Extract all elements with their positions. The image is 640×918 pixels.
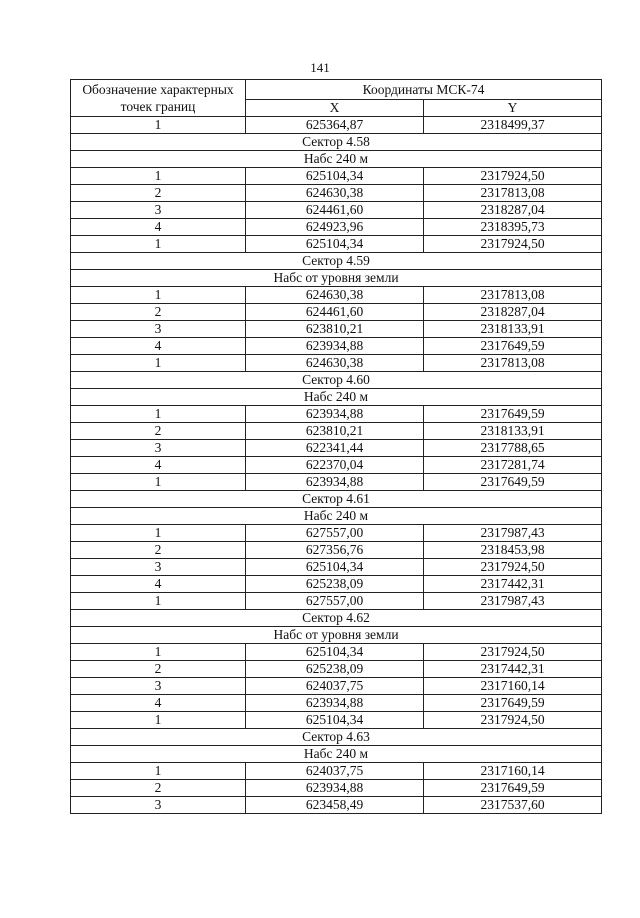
table-row — [71, 644, 602, 661]
height-level-row — [71, 151, 602, 168]
height-level-row — [71, 627, 602, 644]
x-coordinate-cell: 623934,88 — [246, 695, 424, 712]
sector-title: Сектор 4.58 — [71, 134, 602, 151]
x-coordinate-cell: 623810,21 — [246, 423, 424, 440]
point-number-cell: 1 — [71, 763, 246, 780]
header-y: Y — [424, 100, 602, 117]
point-number-cell: 1 — [71, 474, 246, 491]
x-coordinate-cell: 625364,87 — [246, 117, 424, 134]
y-coordinate-cell: 2317924,50 — [424, 236, 602, 253]
table-row — [71, 440, 602, 457]
y-coordinate-cell: 2318287,04 — [424, 202, 602, 219]
point-number-cell: 3 — [71, 202, 246, 219]
table-row — [71, 304, 602, 321]
x-coordinate-cell: 623810,21 — [246, 321, 424, 338]
point-number-cell: 1 — [71, 355, 246, 372]
x-coordinate-cell: 623934,88 — [246, 338, 424, 355]
height-level-label: Набс 240 м — [71, 151, 602, 168]
x-coordinate-cell: 625238,09 — [246, 576, 424, 593]
sector-header-row — [71, 610, 602, 627]
table-body — [71, 117, 602, 814]
table-row — [71, 423, 602, 440]
y-coordinate-cell: 2317813,08 — [424, 287, 602, 304]
table-row — [71, 695, 602, 712]
table-row — [71, 542, 602, 559]
table-row — [71, 474, 602, 491]
height-level-row — [71, 389, 602, 406]
table-row — [71, 117, 602, 134]
height-level-row — [71, 508, 602, 525]
x-coordinate-cell: 624630,38 — [246, 287, 424, 304]
y-coordinate-cell: 2317649,59 — [424, 780, 602, 797]
height-level-label: Набс 240 м — [71, 746, 602, 763]
y-coordinate-cell: 2317924,50 — [424, 168, 602, 185]
y-coordinate-cell: 2318287,04 — [424, 304, 602, 321]
y-coordinate-cell: 2317788,65 — [424, 440, 602, 457]
x-coordinate-cell: 624461,60 — [246, 202, 424, 219]
sector-title: Сектор 4.62 — [71, 610, 602, 627]
x-coordinate-cell: 623934,88 — [246, 780, 424, 797]
y-coordinate-cell: 2318499,37 — [424, 117, 602, 134]
point-number-cell: 2 — [71, 423, 246, 440]
x-coordinate-cell: 625104,34 — [246, 712, 424, 729]
table-row — [71, 406, 602, 423]
x-coordinate-cell: 625104,34 — [246, 168, 424, 185]
x-coordinate-cell: 623934,88 — [246, 406, 424, 423]
x-coordinate-cell: 624923,96 — [246, 219, 424, 236]
header-point-designation: Обозначение характерных точек границ — [71, 80, 246, 117]
y-coordinate-cell: 2317442,31 — [424, 576, 602, 593]
y-coordinate-cell: 2317924,50 — [424, 712, 602, 729]
x-coordinate-cell: 624037,75 — [246, 678, 424, 695]
y-coordinate-cell: 2317649,59 — [424, 695, 602, 712]
point-number-cell: 1 — [71, 287, 246, 304]
y-coordinate-cell: 2318395,73 — [424, 219, 602, 236]
x-coordinate-cell: 625104,34 — [246, 644, 424, 661]
header-coordinates-group: Координаты МСК-74 — [246, 80, 602, 100]
point-number-cell: 2 — [71, 542, 246, 559]
sector-header-row — [71, 253, 602, 270]
sector-header-row — [71, 491, 602, 508]
point-number-cell: 4 — [71, 576, 246, 593]
x-coordinate-cell: 624630,38 — [246, 185, 424, 202]
point-number-cell: 3 — [71, 678, 246, 695]
table-row — [71, 457, 602, 474]
y-coordinate-cell: 2317813,08 — [424, 185, 602, 202]
x-coordinate-cell: 622370,04 — [246, 457, 424, 474]
table-row — [71, 236, 602, 253]
sector-title: Сектор 4.61 — [71, 491, 602, 508]
point-number-cell: 4 — [71, 338, 246, 355]
y-coordinate-cell: 2317987,43 — [424, 593, 602, 610]
x-coordinate-cell: 623458,49 — [246, 797, 424, 814]
point-number-cell: 3 — [71, 559, 246, 576]
sector-title: Сектор 4.59 — [71, 253, 602, 270]
point-number-cell: 1 — [71, 406, 246, 423]
sector-header-row — [71, 134, 602, 151]
point-number-cell: 1 — [71, 236, 246, 253]
y-coordinate-cell: 2318133,91 — [424, 423, 602, 440]
page-number: 141 — [310, 60, 330, 75]
x-coordinate-cell: 624461,60 — [246, 304, 424, 321]
y-coordinate-cell: 2317649,59 — [424, 338, 602, 355]
point-number-cell: 3 — [71, 797, 246, 814]
sector-header-row — [71, 372, 602, 389]
point-number-cell: 1 — [71, 117, 246, 134]
x-coordinate-cell: 627557,00 — [246, 593, 424, 610]
sector-header-row — [71, 729, 602, 746]
table-row — [71, 338, 602, 355]
point-number-cell: 1 — [71, 168, 246, 185]
point-number-cell: 1 — [71, 525, 246, 542]
x-coordinate-cell: 627557,00 — [246, 525, 424, 542]
sector-title: Сектор 4.60 — [71, 372, 602, 389]
table-row — [71, 661, 602, 678]
y-coordinate-cell: 2317160,14 — [424, 678, 602, 695]
height-level-label: Набс от уровня земли — [71, 270, 602, 287]
point-number-cell: 2 — [71, 780, 246, 797]
point-number-cell: 1 — [71, 712, 246, 729]
point-number-cell: 2 — [71, 661, 246, 678]
y-coordinate-cell: 2317281,74 — [424, 457, 602, 474]
table-row — [71, 355, 602, 372]
height-level-label: Набс от уровня земли — [71, 627, 602, 644]
point-number-cell: 1 — [71, 593, 246, 610]
table-row — [71, 559, 602, 576]
x-coordinate-cell: 625104,34 — [246, 559, 424, 576]
y-coordinate-cell: 2317537,60 — [424, 797, 602, 814]
y-coordinate-cell: 2317813,08 — [424, 355, 602, 372]
height-level-label: Набс 240 м — [71, 508, 602, 525]
table-row — [71, 780, 602, 797]
table-row — [71, 219, 602, 236]
table-row — [71, 678, 602, 695]
x-coordinate-cell: 622341,44 — [246, 440, 424, 457]
coordinates-table — [70, 79, 602, 814]
y-coordinate-cell: 2318453,98 — [424, 542, 602, 559]
table-row — [71, 202, 602, 219]
y-coordinate-cell: 2317924,50 — [424, 644, 602, 661]
table-row — [71, 168, 602, 185]
table-row — [71, 593, 602, 610]
x-coordinate-cell: 625104,34 — [246, 236, 424, 253]
x-coordinate-cell: 624037,75 — [246, 763, 424, 780]
y-coordinate-cell: 2317924,50 — [424, 559, 602, 576]
header-row — [71, 80, 602, 100]
height-level-row — [71, 270, 602, 287]
sector-title: Сектор 4.63 — [71, 729, 602, 746]
point-number-cell: 2 — [71, 304, 246, 321]
table-row — [71, 321, 602, 338]
y-coordinate-cell: 2317160,14 — [424, 763, 602, 780]
point-number-cell: 4 — [71, 695, 246, 712]
point-number-cell: 2 — [71, 185, 246, 202]
x-coordinate-cell: 624630,38 — [246, 355, 424, 372]
point-number-cell: 1 — [71, 644, 246, 661]
y-coordinate-cell: 2317649,59 — [424, 406, 602, 423]
table-row — [71, 797, 602, 814]
table-row — [71, 287, 602, 304]
y-coordinate-cell: 2318133,91 — [424, 321, 602, 338]
table-row — [71, 712, 602, 729]
point-number-cell: 4 — [71, 219, 246, 236]
y-coordinate-cell: 2317442,31 — [424, 661, 602, 678]
x-coordinate-cell: 625238,09 — [246, 661, 424, 678]
height-level-label: Набс 240 м — [71, 389, 602, 406]
point-number-cell: 3 — [71, 440, 246, 457]
point-number-cell: 3 — [71, 321, 246, 338]
x-coordinate-cell: 627356,76 — [246, 542, 424, 559]
table-row — [71, 525, 602, 542]
table-row — [71, 185, 602, 202]
y-coordinate-cell: 2317987,43 — [424, 525, 602, 542]
x-coordinate-cell: 623934,88 — [246, 474, 424, 491]
y-coordinate-cell: 2317649,59 — [424, 474, 602, 491]
table-row — [71, 576, 602, 593]
table-row — [71, 763, 602, 780]
header-x: X — [246, 100, 424, 117]
point-number-cell: 4 — [71, 457, 246, 474]
height-level-row — [71, 746, 602, 763]
